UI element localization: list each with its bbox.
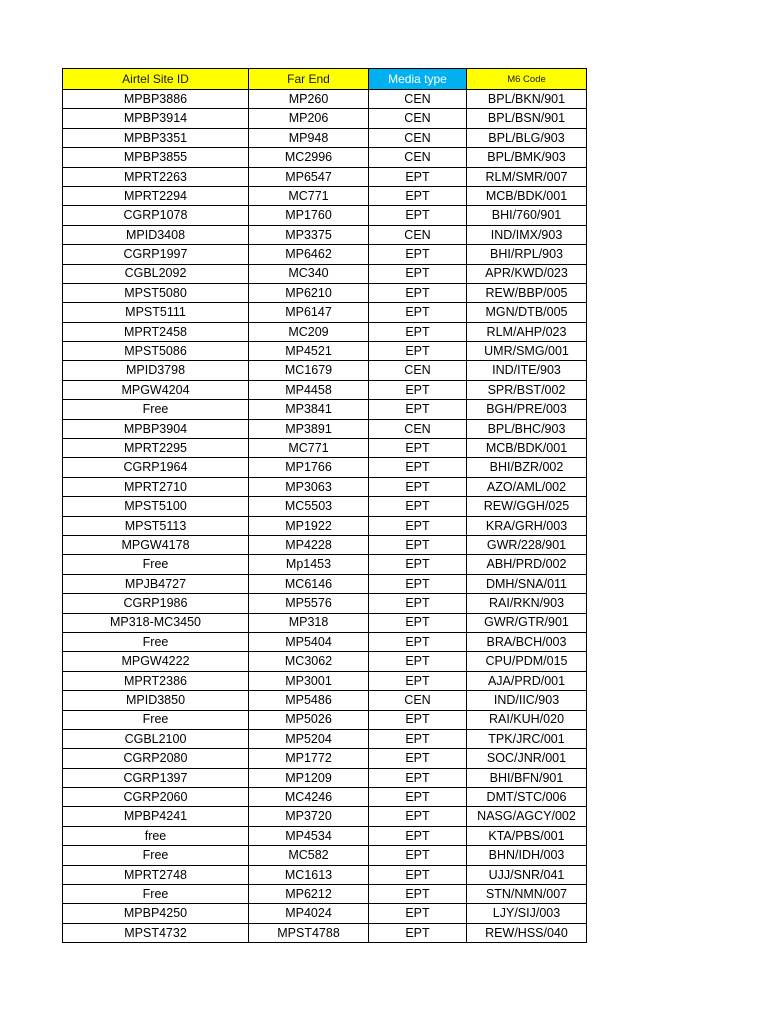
cell-media-type[interactable]: EPT bbox=[369, 167, 467, 186]
cell-far-end[interactable]: MP5404 bbox=[249, 632, 369, 651]
table-row bbox=[63, 574, 587, 593]
cell-media-type[interactable]: EPT bbox=[369, 206, 467, 225]
cell-site-id[interactable]: MPRT2458 bbox=[63, 322, 249, 341]
cell-site-id[interactable]: MPST4732 bbox=[63, 923, 249, 942]
cell-far-end[interactable]: MP5204 bbox=[249, 729, 369, 748]
cell-m6-code[interactable]: BRA/BCH/003 bbox=[467, 632, 587, 651]
table-row bbox=[63, 768, 587, 787]
cell-media-type[interactable]: CEN bbox=[369, 419, 467, 438]
cell-m6-code[interactable]: DMT/STC/006 bbox=[467, 788, 587, 807]
cell-far-end[interactable]: MC771 bbox=[249, 186, 369, 205]
cell-far-end[interactable]: MP3720 bbox=[249, 807, 369, 826]
cell-m6-code[interactable]: STN/NMN/007 bbox=[467, 885, 587, 904]
table-row bbox=[63, 671, 587, 690]
cell-m6-code[interactable]: LJY/SIJ/003 bbox=[467, 904, 587, 923]
cell-far-end[interactable]: MP5486 bbox=[249, 691, 369, 710]
cell-media-type[interactable]: EPT bbox=[369, 283, 467, 302]
cell-media-type[interactable]: EPT bbox=[369, 749, 467, 768]
cell-far-end[interactable]: MP3001 bbox=[249, 671, 369, 690]
cell-site-id[interactable]: MPBP3914 bbox=[63, 109, 249, 128]
table-row bbox=[63, 90, 587, 109]
cell-site-id[interactable]: MPID3798 bbox=[63, 361, 249, 380]
cell-site-id[interactable]: Free bbox=[63, 400, 249, 419]
cell-site-id[interactable]: MPID3408 bbox=[63, 225, 249, 244]
cell-site-id[interactable]: MPGW4178 bbox=[63, 535, 249, 554]
cell-site-id[interactable]: MPBP3904 bbox=[63, 419, 249, 438]
cell-m6-code[interactable]: REW/BBP/005 bbox=[467, 283, 587, 302]
cell-site-id[interactable]: MPRT2295 bbox=[63, 439, 249, 458]
cell-media-type[interactable]: EPT bbox=[369, 594, 467, 613]
cell-far-end[interactable]: MP1772 bbox=[249, 749, 369, 768]
cell-media-type[interactable]: EPT bbox=[369, 342, 467, 361]
table-row bbox=[63, 904, 587, 923]
cell-site-id[interactable]: CGRP1997 bbox=[63, 245, 249, 264]
cell-site-id[interactable]: free bbox=[63, 826, 249, 845]
cell-site-id[interactable]: CGRP1078 bbox=[63, 206, 249, 225]
table-row bbox=[63, 846, 587, 865]
table-row bbox=[63, 361, 587, 380]
cell-m6-code[interactable]: BPL/BHC/903 bbox=[467, 419, 587, 438]
table-row bbox=[63, 497, 587, 516]
cell-media-type[interactable]: EPT bbox=[369, 865, 467, 884]
table-row bbox=[63, 807, 587, 826]
cell-media-type[interactable]: EPT bbox=[369, 885, 467, 904]
cell-far-end[interactable]: Mp1453 bbox=[249, 555, 369, 574]
cell-far-end[interactable]: MP4024 bbox=[249, 904, 369, 923]
cell-far-end[interactable]: MP5576 bbox=[249, 594, 369, 613]
cell-media-type[interactable]: EPT bbox=[369, 788, 467, 807]
cell-far-end[interactable]: MC4246 bbox=[249, 788, 369, 807]
cell-site-id[interactable]: MPJB4727 bbox=[63, 574, 249, 593]
cell-m6-code[interactable]: MGN/DTB/005 bbox=[467, 303, 587, 322]
table-row bbox=[63, 167, 587, 186]
table-row bbox=[63, 885, 587, 904]
cell-m6-code[interactable]: KTA/PBS/001 bbox=[467, 826, 587, 845]
cell-media-type[interactable]: EPT bbox=[369, 729, 467, 748]
cell-media-type[interactable]: EPT bbox=[369, 613, 467, 632]
cell-media-type[interactable]: EPT bbox=[369, 380, 467, 399]
cell-site-id[interactable]: MPBP3351 bbox=[63, 128, 249, 147]
cell-site-id[interactable]: MPBP3855 bbox=[63, 148, 249, 167]
table-row bbox=[63, 923, 587, 942]
table-row bbox=[63, 206, 587, 225]
cell-site-id[interactable]: MPRT2710 bbox=[63, 477, 249, 496]
cell-media-type[interactable]: EPT bbox=[369, 671, 467, 690]
cell-m6-code[interactable]: KRA/GRH/003 bbox=[467, 516, 587, 535]
cell-media-type[interactable]: EPT bbox=[369, 632, 467, 651]
table-row bbox=[63, 322, 587, 341]
cell-m6-code[interactable]: IND/IMX/903 bbox=[467, 225, 587, 244]
cell-far-end[interactable]: MP6212 bbox=[249, 885, 369, 904]
cell-m6-code[interactable]: APR/KWD/023 bbox=[467, 264, 587, 283]
cell-far-end[interactable]: MP1922 bbox=[249, 516, 369, 535]
table-row bbox=[63, 865, 587, 884]
cell-site-id[interactable]: MPGW4222 bbox=[63, 652, 249, 671]
cell-media-type[interactable]: CEN bbox=[369, 148, 467, 167]
cell-m6-code[interactable]: BPL/BKN/901 bbox=[467, 90, 587, 109]
cell-far-end[interactable]: MC2996 bbox=[249, 148, 369, 167]
cell-far-end[interactable]: MP3841 bbox=[249, 400, 369, 419]
cell-m6-code[interactable]: BHI/BZR/002 bbox=[467, 458, 587, 477]
cell-m6-code[interactable]: RLM/SMR/007 bbox=[467, 167, 587, 186]
cell-m6-code[interactable]: BHI/RPL/903 bbox=[467, 245, 587, 264]
table-row bbox=[63, 632, 587, 651]
cell-m6-code[interactable]: GWR/GTR/901 bbox=[467, 613, 587, 632]
cell-media-type[interactable]: EPT bbox=[369, 807, 467, 826]
cell-m6-code[interactable]: MCB/BDK/001 bbox=[467, 186, 587, 205]
cell-media-type[interactable]: EPT bbox=[369, 458, 467, 477]
cell-media-type[interactable]: EPT bbox=[369, 555, 467, 574]
cell-far-end[interactable]: MC1613 bbox=[249, 865, 369, 884]
table-row bbox=[63, 458, 587, 477]
table-row bbox=[63, 342, 587, 361]
cell-m6-code[interactable]: REW/GGH/025 bbox=[467, 497, 587, 516]
table-row bbox=[63, 729, 587, 748]
cell-media-type[interactable]: EPT bbox=[369, 303, 467, 322]
cell-media-type[interactable]: EPT bbox=[369, 535, 467, 554]
cell-site-id[interactable]: CGRP2080 bbox=[63, 749, 249, 768]
header-site-id[interactable]: Airtel Site ID bbox=[63, 69, 249, 90]
cell-media-type[interactable]: EPT bbox=[369, 497, 467, 516]
cell-far-end[interactable]: MC771 bbox=[249, 439, 369, 458]
cell-site-id[interactable]: CGBL2092 bbox=[63, 264, 249, 283]
cell-far-end[interactable]: MC5503 bbox=[249, 497, 369, 516]
cell-m6-code[interactable]: UJJ/SNR/041 bbox=[467, 865, 587, 884]
cell-m6-code[interactable]: CPU/PDM/015 bbox=[467, 652, 587, 671]
cell-far-end[interactable]: MP4534 bbox=[249, 826, 369, 845]
table-body bbox=[63, 90, 587, 943]
cell-far-end[interactable]: MP1209 bbox=[249, 768, 369, 787]
cell-site-id[interactable]: MPST5111 bbox=[63, 303, 249, 322]
cell-site-id[interactable]: MPBP3886 bbox=[63, 90, 249, 109]
cell-media-type[interactable]: CEN bbox=[369, 361, 467, 380]
table-row bbox=[63, 439, 587, 458]
cell-m6-code[interactable]: RAI/KUH/020 bbox=[467, 710, 587, 729]
table-row bbox=[63, 826, 587, 845]
cell-far-end[interactable]: MPST4788 bbox=[249, 923, 369, 942]
cell-site-id[interactable]: MPST5113 bbox=[63, 516, 249, 535]
cell-media-type[interactable]: EPT bbox=[369, 574, 467, 593]
cell-far-end[interactable]: MP6462 bbox=[249, 245, 369, 264]
header-far-end[interactable]: Far End bbox=[249, 69, 369, 90]
table-row bbox=[63, 225, 587, 244]
cell-far-end[interactable]: MP3891 bbox=[249, 419, 369, 438]
cell-m6-code[interactable]: SOC/JNR/001 bbox=[467, 749, 587, 768]
cell-media-type[interactable]: CEN bbox=[369, 128, 467, 147]
cell-media-type[interactable]: EPT bbox=[369, 846, 467, 865]
cell-media-type[interactable]: CEN bbox=[369, 109, 467, 128]
cell-site-id[interactable]: Free bbox=[63, 885, 249, 904]
cell-far-end[interactable]: MP3063 bbox=[249, 477, 369, 496]
cell-site-id[interactable]: Free bbox=[63, 632, 249, 651]
cell-site-id[interactable]: CGRP1964 bbox=[63, 458, 249, 477]
cell-m6-code[interactable]: BHN/IDH/003 bbox=[467, 846, 587, 865]
table-row bbox=[63, 691, 587, 710]
table-row bbox=[63, 535, 587, 554]
cell-media-type[interactable]: EPT bbox=[369, 826, 467, 845]
cell-m6-code[interactable]: BHI/BFN/901 bbox=[467, 768, 587, 787]
cell-media-type[interactable]: CEN bbox=[369, 90, 467, 109]
cell-media-type[interactable]: EPT bbox=[369, 710, 467, 729]
cell-far-end[interactable]: MC1679 bbox=[249, 361, 369, 380]
table-row bbox=[63, 594, 587, 613]
cell-far-end[interactable]: MP4521 bbox=[249, 342, 369, 361]
cell-far-end[interactable]: MC6146 bbox=[249, 574, 369, 593]
cell-site-id[interactable]: Free bbox=[63, 846, 249, 865]
cell-media-type[interactable]: CEN bbox=[369, 225, 467, 244]
cell-site-id[interactable]: MPBP4250 bbox=[63, 904, 249, 923]
cell-m6-code[interactable]: ABH/PRD/002 bbox=[467, 555, 587, 574]
cell-media-type[interactable]: CEN bbox=[369, 691, 467, 710]
cell-media-type[interactable]: EPT bbox=[369, 186, 467, 205]
cell-m6-code[interactable]: BPL/BMK/903 bbox=[467, 148, 587, 167]
cell-site-id[interactable]: MPRT2263 bbox=[63, 167, 249, 186]
cell-m6-code[interactable]: BGH/PRE/003 bbox=[467, 400, 587, 419]
cell-far-end[interactable]: MP3375 bbox=[249, 225, 369, 244]
cell-media-type[interactable]: EPT bbox=[369, 904, 467, 923]
cell-media-type[interactable]: EPT bbox=[369, 245, 467, 264]
table-row bbox=[63, 128, 587, 147]
cell-far-end[interactable]: MP4458 bbox=[249, 380, 369, 399]
cell-site-id[interactable]: MPRT2748 bbox=[63, 865, 249, 884]
cell-site-id[interactable]: CGBL2100 bbox=[63, 729, 249, 748]
cell-m6-code[interactable]: IND/ITE/903 bbox=[467, 361, 587, 380]
header-m6-code[interactable]: M6 Code bbox=[467, 69, 587, 90]
cell-site-id[interactable]: MPGW4204 bbox=[63, 380, 249, 399]
cell-site-id[interactable]: CGRP1986 bbox=[63, 594, 249, 613]
cell-m6-code[interactable]: BPL/BSN/901 bbox=[467, 109, 587, 128]
table-row bbox=[63, 245, 587, 264]
cell-media-type[interactable]: EPT bbox=[369, 439, 467, 458]
cell-m6-code[interactable]: BHI/760/901 bbox=[467, 206, 587, 225]
cell-far-end[interactable]: MC582 bbox=[249, 846, 369, 865]
table-row bbox=[63, 516, 587, 535]
header-row bbox=[63, 69, 587, 90]
cell-site-id[interactable]: MPST5100 bbox=[63, 497, 249, 516]
cell-m6-code[interactable]: DMH/SNA/011 bbox=[467, 574, 587, 593]
table-row bbox=[63, 788, 587, 807]
cell-site-id[interactable]: MPRT2386 bbox=[63, 671, 249, 690]
cell-m6-code[interactable]: UMR/SMG/001 bbox=[467, 342, 587, 361]
cell-far-end[interactable]: MC209 bbox=[249, 322, 369, 341]
table-row bbox=[63, 652, 587, 671]
cell-media-type[interactable]: EPT bbox=[369, 477, 467, 496]
cell-site-id[interactable]: MPID3850 bbox=[63, 691, 249, 710]
cell-m6-code[interactable]: REW/HSS/040 bbox=[467, 923, 587, 942]
cell-far-end[interactable]: MP6547 bbox=[249, 167, 369, 186]
table-row bbox=[63, 148, 587, 167]
site-table bbox=[62, 68, 587, 943]
cell-site-id[interactable]: Free bbox=[63, 710, 249, 729]
table-row bbox=[63, 749, 587, 768]
cell-m6-code[interactable]: AJA/PRD/001 bbox=[467, 671, 587, 690]
cell-site-id[interactable]: Free bbox=[63, 555, 249, 574]
cell-m6-code[interactable]: AZO/AML/002 bbox=[467, 477, 587, 496]
cell-far-end[interactable]: MC3062 bbox=[249, 652, 369, 671]
cell-media-type[interactable]: EPT bbox=[369, 400, 467, 419]
cell-far-end[interactable]: MC340 bbox=[249, 264, 369, 283]
cell-media-type[interactable]: EPT bbox=[369, 516, 467, 535]
cell-site-id[interactable]: MPBP4241 bbox=[63, 807, 249, 826]
cell-far-end[interactable]: MP206 bbox=[249, 109, 369, 128]
cell-m6-code[interactable]: GWR/228/901 bbox=[467, 535, 587, 554]
cell-far-end[interactable]: MP260 bbox=[249, 90, 369, 109]
table-row bbox=[63, 555, 587, 574]
cell-m6-code[interactable]: MCB/BDK/001 bbox=[467, 439, 587, 458]
cell-m6-code[interactable]: RAI/RKN/903 bbox=[467, 594, 587, 613]
table-row bbox=[63, 109, 587, 128]
cell-site-id[interactable]: MPST5086 bbox=[63, 342, 249, 361]
cell-site-id[interactable]: MP318-MC3450 bbox=[63, 613, 249, 632]
table-row bbox=[63, 380, 587, 399]
cell-far-end[interactable]: MP4228 bbox=[249, 535, 369, 554]
cell-far-end[interactable]: MP1760 bbox=[249, 206, 369, 225]
table-row bbox=[63, 419, 587, 438]
cell-m6-code[interactable]: BPL/BLG/903 bbox=[467, 128, 587, 147]
cell-m6-code[interactable]: IND/IIC/903 bbox=[467, 691, 587, 710]
cell-far-end[interactable]: MP6147 bbox=[249, 303, 369, 322]
cell-far-end[interactable]: MP1766 bbox=[249, 458, 369, 477]
table-row bbox=[63, 400, 587, 419]
table-row bbox=[63, 477, 587, 496]
cell-m6-code[interactable]: TPK/JRC/001 bbox=[467, 729, 587, 748]
cell-media-type[interactable]: EPT bbox=[369, 652, 467, 671]
cell-site-id[interactable]: CGRP1397 bbox=[63, 768, 249, 787]
cell-far-end[interactable]: MP5026 bbox=[249, 710, 369, 729]
table-row bbox=[63, 613, 587, 632]
cell-far-end[interactable]: MP6210 bbox=[249, 283, 369, 302]
table-row bbox=[63, 303, 587, 322]
cell-media-type[interactable]: EPT bbox=[369, 322, 467, 341]
table-row bbox=[63, 264, 587, 283]
table-row bbox=[63, 283, 587, 302]
cell-far-end[interactable]: MP948 bbox=[249, 128, 369, 147]
table-row bbox=[63, 710, 587, 729]
cell-media-type[interactable]: EPT bbox=[369, 264, 467, 283]
cell-site-id[interactable]: MPRT2294 bbox=[63, 186, 249, 205]
table-row bbox=[63, 186, 587, 205]
cell-far-end[interactable]: MP318 bbox=[249, 613, 369, 632]
cell-media-type[interactable]: EPT bbox=[369, 923, 467, 942]
header-media-type[interactable]: Media type bbox=[369, 69, 467, 90]
cell-m6-code[interactable]: SPR/BST/002 bbox=[467, 380, 587, 399]
cell-m6-code[interactable]: NASG/AGCY/002 bbox=[467, 807, 587, 826]
cell-m6-code[interactable]: RLM/AHP/023 bbox=[467, 322, 587, 341]
cell-media-type[interactable]: EPT bbox=[369, 768, 467, 787]
cell-site-id[interactable]: CGRP2060 bbox=[63, 788, 249, 807]
cell-site-id[interactable]: MPST5080 bbox=[63, 283, 249, 302]
